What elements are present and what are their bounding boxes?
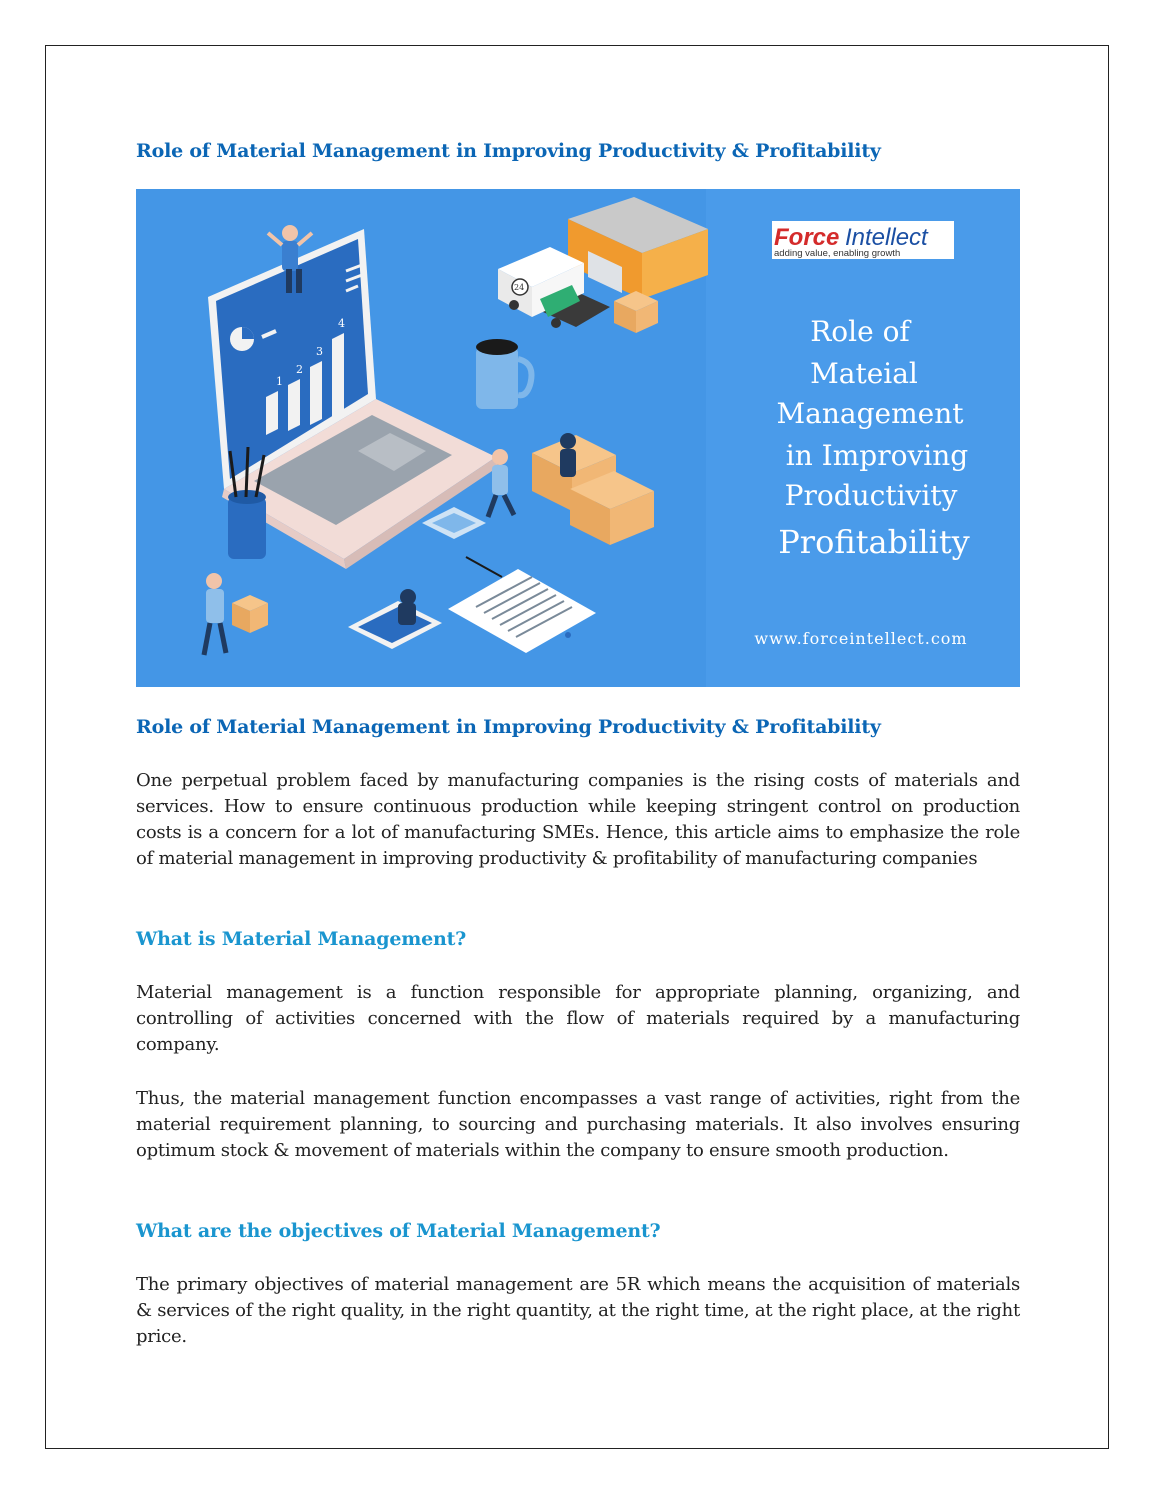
document-title: Role of Material Management in Improving Productivity & Profitability (136, 140, 881, 162)
section-heading: Role of Material Management in Improving Productivity & Profitability (136, 716, 881, 738)
objectives-paragraph: The primary objectives of material management are 5R which means the acquisition of materials & services of the right quality, in the right quantity, at the right time, at the right place, at the right price. (136, 1274, 1020, 1347)
objectives-heading: What are the objectives of Material Management? (136, 1220, 661, 1242)
what-is-material-management-heading: What is Material Management? (136, 928, 467, 950)
forceintellect-logo (772, 221, 954, 259)
banner-title-line-6: Profitability (778, 523, 970, 561)
intro-paragraph: One perpetual problem faced by manufacturing companies is the rising costs of materials and services. How to ensure continuous production while keeping stringent control on production costs is a concern for a lot of manufacturing SMEs. Hence, this article aims to emphasize the role of material management in improving productivity & profitability of manufacturing companies (136, 770, 1020, 869)
banner-title-line-2: Mateial (810, 357, 918, 390)
banner-title-line-3: Management (776, 397, 964, 430)
chart-tick-3: 3 (316, 345, 323, 358)
banner-url: www.forceintellect.com (754, 629, 968, 648)
material-management-definition-paragraph: Material management is a function responsible for appropriate planning, organizing, and controlling of activities concerned with the flow of materials required by a manufacturing company. (136, 982, 1020, 1055)
chart-tick-2: 2 (296, 363, 303, 376)
truck-24-badge: 24 (514, 283, 525, 292)
logo-tagline: adding value, enabling growth (774, 248, 901, 259)
banner-title-line-4: in Improving (785, 439, 969, 472)
banner-title-line-1: Role of (810, 315, 910, 348)
chart-tick-4: 4 (338, 317, 345, 330)
logo-intellect-text: Intellect (845, 224, 928, 251)
logo-force-text: Force (774, 224, 840, 251)
material-management-activities-paragraph: Thus, the material management function encompasses a vast range of activities, right from the material requirement planning, to sourcing and purchasing materials. It also involves ensuring optimum stock & movement of materials within the company to ensure smooth production. (136, 1088, 1020, 1161)
banner-image (136, 189, 1020, 687)
banner-title-line-5: Productivity (784, 479, 958, 512)
chart-tick-1: 1 (276, 375, 283, 388)
